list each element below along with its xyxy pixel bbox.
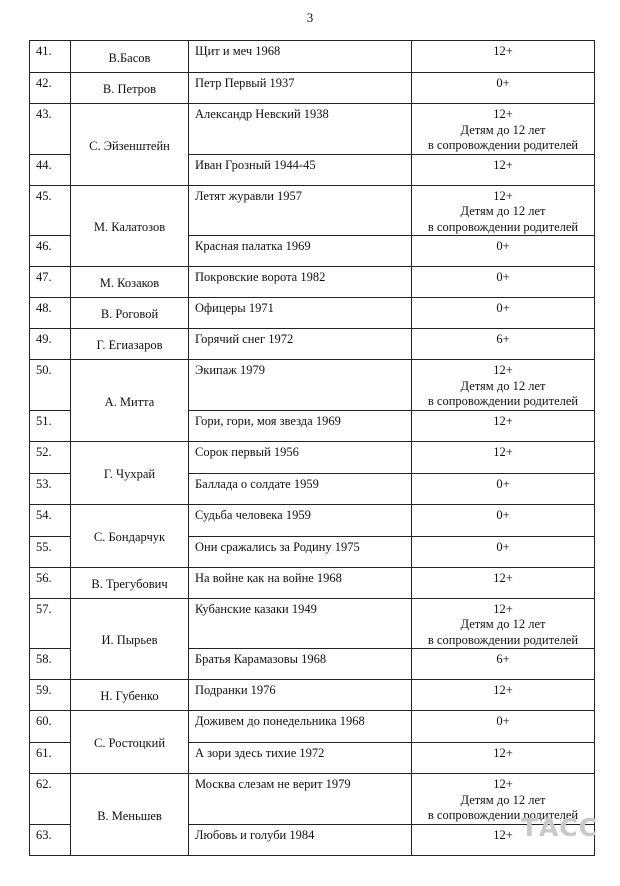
film-title-cell: Кубанские казаки 1949 (189, 598, 412, 649)
film-title-cell: Братья Карамазовы 1968 (189, 649, 412, 680)
table-row (30, 360, 595, 411)
age-rating-cell (412, 473, 595, 504)
age-rating: 12+ (493, 413, 513, 428)
age-rating-cell (412, 598, 595, 649)
age-rating: 12+ (493, 188, 513, 203)
age-rating-note: Детям до 12 лет (460, 378, 546, 393)
film-title-cell: На войне как на войне 1968 (189, 567, 412, 598)
row-number: 50. (30, 360, 71, 411)
film-title-cell: Любовь и голуби 1984 (189, 824, 412, 855)
table-row (30, 441, 595, 473)
age-rating: 0+ (496, 76, 510, 90)
table-row (30, 185, 595, 236)
age-rating-note: в сопровождении родителей (427, 219, 579, 234)
row-number: 56. (30, 567, 71, 598)
director-cell: С. Ростоцкий (71, 711, 189, 774)
age-rating: 12+ (493, 827, 513, 842)
row-number: 52. (30, 441, 71, 473)
row-number: 43. (30, 104, 71, 155)
age-rating: 12+ (493, 777, 513, 791)
age-rating-cell (412, 536, 595, 567)
table-row (30, 504, 595, 536)
table-row (30, 774, 595, 825)
age-rating: 0+ (496, 714, 510, 728)
age-rating-cell (412, 567, 595, 598)
director-cell: М. Козаков (71, 267, 189, 298)
age-rating: 0+ (496, 301, 510, 315)
age-rating: 0+ (496, 239, 510, 253)
age-rating-cell (412, 104, 595, 155)
film-title-cell: Москва слезам не верит 1979 (189, 774, 412, 825)
age-rating-cell (412, 410, 595, 441)
age-rating-note: Детям до 12 лет (460, 204, 546, 218)
row-number: 59. (30, 680, 71, 711)
age-rating-cell (412, 185, 595, 236)
films-table-body (30, 41, 595, 856)
film-title-cell: Судьба человека 1959 (189, 504, 412, 536)
age-rating-note: в сопровождении родителей (427, 632, 579, 647)
age-rating-cell (412, 73, 595, 104)
film-title-cell: Красная палатка 1969 (189, 236, 412, 267)
director-cell: В. Меньшев (71, 774, 189, 856)
table-row (30, 711, 595, 743)
row-number: 55. (30, 536, 71, 567)
director-cell: И. Пырьев (71, 598, 189, 680)
director-cell: В. Трегубович (71, 567, 189, 598)
age-rating: 12+ (493, 363, 513, 377)
age-rating-cell (412, 743, 595, 774)
row-number: 49. (30, 329, 71, 360)
age-rating-note: Детям до 12 лет (460, 792, 546, 807)
age-rating-note: в сопровождении родителей (427, 808, 579, 822)
table-row (30, 267, 595, 298)
row-number: 48. (30, 298, 71, 329)
table-row (30, 73, 595, 104)
age-rating-note: Детям до 12 лет (460, 122, 546, 137)
table-row (30, 41, 595, 73)
age-rating-cell (412, 329, 595, 360)
age-rating-note: в сопровождении родителей (427, 138, 579, 152)
film-title-cell: Подранки 1976 (189, 680, 412, 711)
film-title-cell: Александр Невский 1938 (189, 104, 412, 155)
row-number: 46. (30, 236, 71, 267)
table-row (30, 567, 595, 598)
table-row (30, 598, 595, 649)
age-rating: 12+ (493, 44, 513, 58)
film-title-cell: Петр Первый 1937 (189, 73, 412, 104)
age-rating-cell (412, 41, 595, 73)
film-title-cell: Щит и меч 1968 (189, 41, 412, 73)
film-title-cell: Иван Грозный 1944-45 (189, 154, 412, 185)
age-rating: 0+ (496, 507, 510, 522)
table-row (30, 298, 595, 329)
film-title-cell: Офицеры 1971 (189, 298, 412, 329)
age-rating-cell (412, 236, 595, 267)
age-rating: 12+ (493, 570, 513, 585)
age-rating-note: в сопровождении родителей (427, 394, 579, 408)
director-cell: С. Эйзенштейн (71, 104, 189, 186)
age-rating-note: Детям до 12 лет (460, 617, 546, 631)
row-number: 47. (30, 267, 71, 298)
film-title-cell: Горячий снег 1972 (189, 329, 412, 360)
row-number: 62. (30, 774, 71, 825)
age-rating-cell (412, 360, 595, 411)
row-number: 61. (30, 743, 71, 774)
page-number: 3 (306, 10, 314, 25)
table-row (30, 680, 595, 711)
director-cell: В. Роговой (71, 298, 189, 329)
film-title-cell: Гори, гори, моя звезда 1969 (189, 410, 412, 441)
age-rating: 6+ (496, 332, 510, 346)
director-cell: В. Петров (71, 73, 189, 104)
age-rating: 12+ (493, 157, 513, 172)
director-cell: Г. Чухрай (71, 441, 189, 504)
row-number: 58. (30, 649, 71, 680)
director-cell: В.Басов (71, 41, 189, 73)
row-number: 42. (30, 73, 71, 104)
row-number: 41. (30, 41, 71, 73)
row-number: 63. (30, 824, 71, 855)
age-rating: 12+ (493, 601, 513, 616)
row-number: 60. (30, 711, 71, 743)
film-title-cell: А зори здесь тихие 1972 (189, 743, 412, 774)
director-cell: М. Калатозов (71, 185, 189, 267)
age-rating: 6+ (496, 652, 510, 666)
row-number: 45. (30, 185, 71, 236)
row-number: 51. (30, 410, 71, 441)
age-rating-cell (412, 504, 595, 536)
row-number: 54. (30, 504, 71, 536)
age-rating-cell (412, 441, 595, 473)
age-rating: 12+ (493, 107, 513, 121)
age-rating-cell (412, 649, 595, 680)
age-rating-cell (412, 267, 595, 298)
film-title-cell: Сорок первый 1956 (189, 441, 412, 473)
age-rating: 0+ (496, 476, 510, 491)
director-cell: Г. Егиазаров (71, 329, 189, 360)
film-title-cell: Они сражались за Родину 1975 (189, 536, 412, 567)
director-cell: С. Бондарчук (71, 504, 189, 567)
director-cell: А. Митта (71, 360, 189, 442)
tass-watermark-logo: ТАСС (520, 813, 598, 842)
table-row (30, 104, 595, 155)
film-title-cell: Баллада о солдате 1959 (189, 473, 412, 504)
director-cell: Н. Губенко (71, 680, 189, 711)
age-rating: 12+ (493, 444, 513, 459)
age-rating: 0+ (496, 270, 510, 284)
age-rating-cell (412, 711, 595, 743)
film-title-cell: Экипаж 1979 (189, 360, 412, 411)
row-number: 44. (30, 154, 71, 185)
films-table (29, 40, 595, 856)
film-title-cell: Доживем до понедельника 1968 (189, 711, 412, 743)
table-row (30, 329, 595, 360)
age-rating: 0+ (496, 539, 510, 554)
age-rating: 12+ (493, 683, 513, 697)
row-number: 53. (30, 473, 71, 504)
film-title-cell: Летят журавли 1957 (189, 185, 412, 236)
age-rating-cell (412, 154, 595, 185)
film-title-cell: Покровские ворота 1982 (189, 267, 412, 298)
age-rating-cell (412, 680, 595, 711)
row-number: 57. (30, 598, 71, 649)
age-rating: 12+ (493, 746, 513, 760)
age-rating-cell (412, 298, 595, 329)
